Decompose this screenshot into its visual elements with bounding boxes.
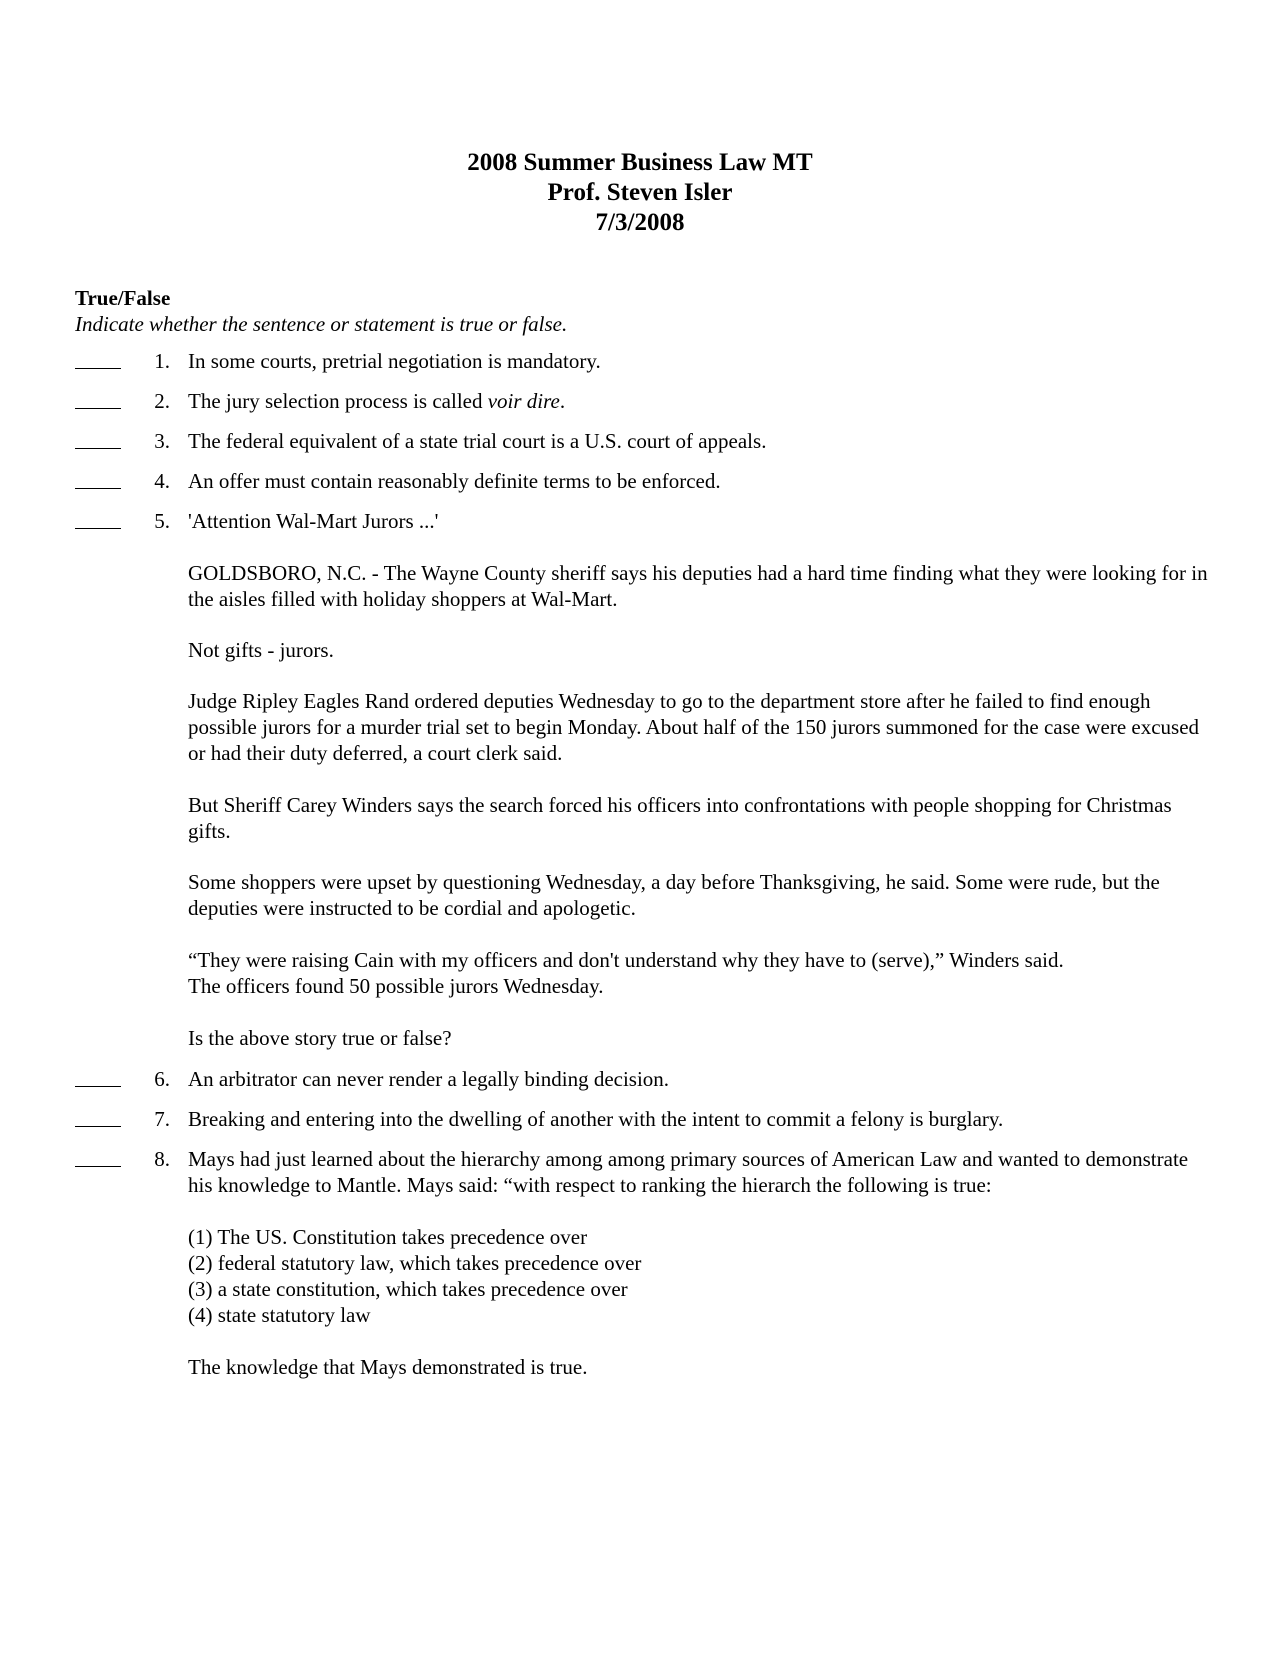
question-text: The federal equivalent of a state trial court is a U.S. court of appeals.: [188, 429, 767, 453]
question-number: 8.: [154, 1147, 170, 1171]
hierarchy-item: (2) federal statutory law, which takes precedence over: [188, 1251, 642, 1275]
question-text: In some courts, pretrial negotiation is mandatory.: [188, 349, 601, 373]
question-text: [188, 388, 1208, 414]
story-paragraph: “They were raising Cain with my officers and don't understand why they have to (serve),” Winders said.: [188, 948, 1064, 972]
hierarchy-list: [188, 1224, 1208, 1328]
section-instructions: Indicate whether the sentence or statement is true or false.: [75, 312, 568, 336]
section-title: True/False: [75, 286, 171, 310]
answer-blank[interactable]: [75, 348, 121, 369]
answer-blank[interactable]: [75, 1146, 121, 1167]
exam-title: 2008 Summer Business Law MT: [467, 149, 813, 176]
question-text: Mays had just learned about the hierarchy among among primary sources of American Law and wanted to demonstrate his knowledge to Mantle. Mays said: “with respect to ranking the hierarch the following is true:: [188, 1147, 1189, 1197]
exam-professor: Prof. Steven Isler: [547, 179, 733, 206]
story-paragraph: GOLDSBORO, N.C. - The Wayne County sheriff says his deputies had a hard time finding what they were looking for in the aisles filled with holiday shoppers at Wal-Mart.: [188, 561, 1208, 611]
question-text: 'Attention Wal-Mart Jurors ...': [188, 509, 439, 533]
answer-blank[interactable]: [75, 1106, 121, 1127]
question-text: An arbitrator can never render a legally binding decision.: [188, 1067, 670, 1091]
exam-date: 7/3/2008: [595, 209, 685, 236]
question-text: Breaking and entering into the dwelling of another with the intent to commit a felony is burglary.: [188, 1107, 1004, 1131]
exam-header: [0, 148, 1280, 238]
story-paragraph: The officers found 50 possible jurors Wednesday.: [188, 974, 604, 998]
question-number: 7.: [154, 1107, 170, 1131]
answer-blank[interactable]: [75, 428, 121, 449]
question-number: 3.: [154, 429, 170, 453]
question-text: An offer must contain reasonably definite terms to be enforced.: [188, 469, 721, 493]
story-paragraph: Some shoppers were upset by questioning Wednesday, a day before Thanksgiving, he said. Some were rude, but the deputies were instructed to be cordial and apologetic.: [188, 870, 1160, 920]
answer-blank[interactable]: [75, 388, 121, 409]
question-number: 2.: [154, 389, 170, 413]
question-text-end: .: [559, 389, 566, 413]
question-text-italic: voir dire: [487, 389, 560, 413]
answer-blank[interactable]: [75, 1066, 121, 1087]
story-paragraph: Not gifts - jurors.: [188, 638, 334, 662]
question-number: 1.: [154, 349, 170, 373]
story-question: Is the above story true or false?: [188, 1026, 452, 1050]
answer-blank[interactable]: [75, 468, 121, 489]
question-closing: The knowledge that Mays demonstrated is true.: [188, 1355, 588, 1379]
question-number: 4.: [154, 469, 170, 493]
answer-blank[interactable]: [75, 508, 121, 529]
hierarchy-item: (4) state statutory law: [188, 1303, 371, 1327]
hierarchy-item: (1) The US. Constitution takes precedence over: [188, 1225, 588, 1249]
question-text-start: The jury selection process is called: [188, 389, 488, 413]
question-number: 6.: [154, 1067, 170, 1091]
story-paragraph: Judge Ripley Eagles Rand ordered deputies Wednesday to go to the department store after he failed to find enough possible jurors for a murder trial set to begin Monday. About half of the 150 jurors summoned for the case were excused or had their duty deferred, a court clerk said.: [188, 689, 1200, 765]
story-paragraph: But Sheriff Carey Winders says the search forced his officers into confrontations with people shopping for Christmas gifts.: [188, 793, 1172, 843]
hierarchy-item: (3) a state constitution, which takes precedence over: [188, 1277, 628, 1301]
question-number: 5.: [154, 509, 170, 533]
